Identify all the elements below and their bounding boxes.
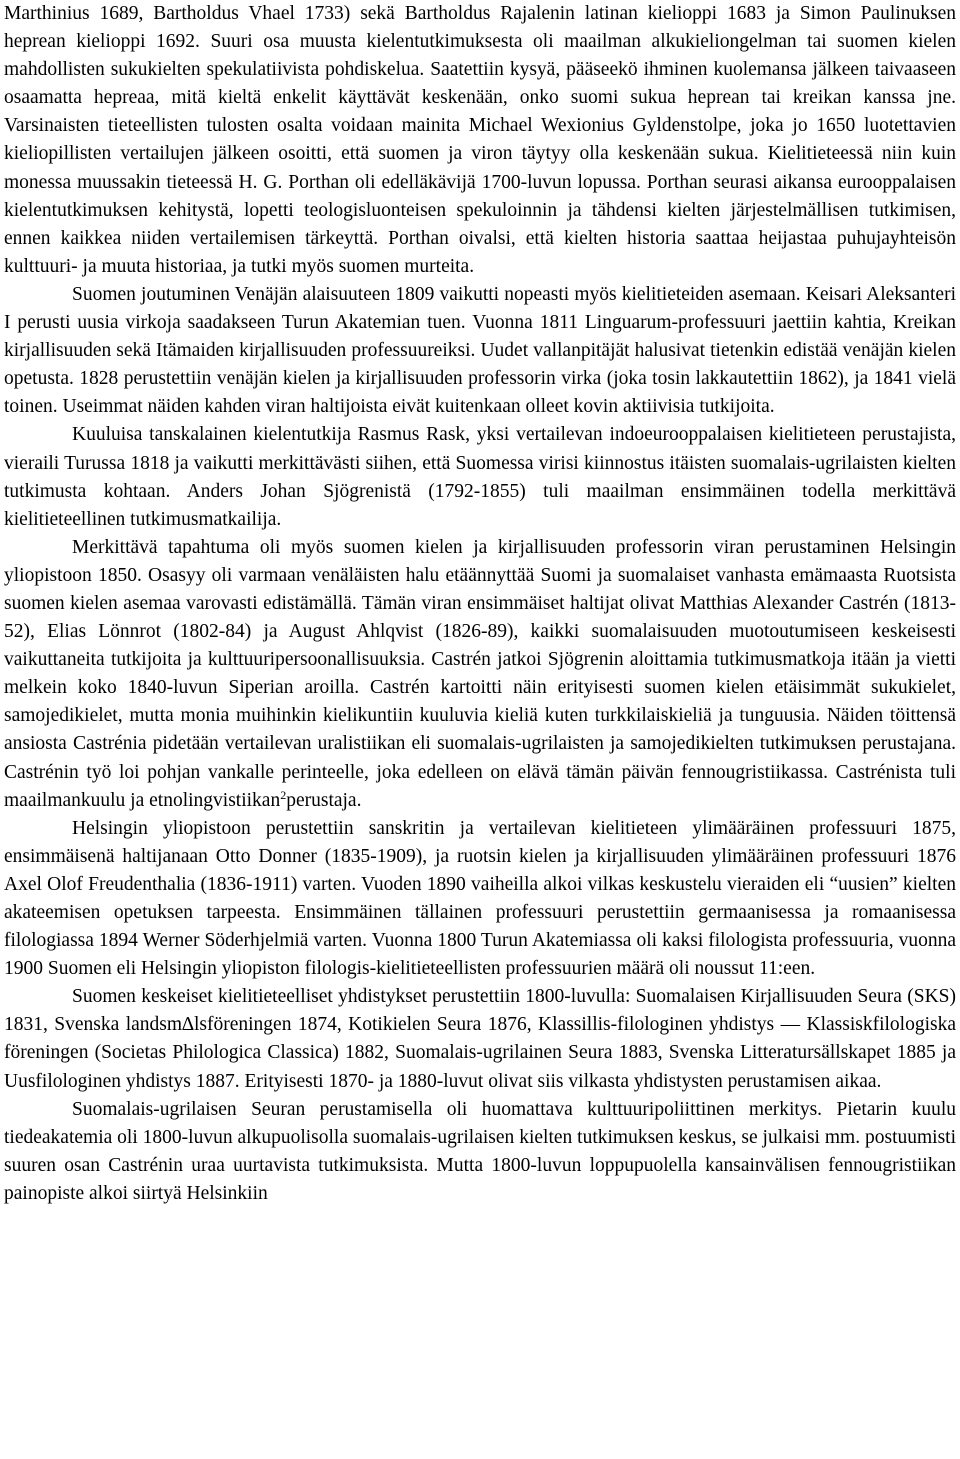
paragraph-text-tail: perustaja.: [286, 789, 362, 811]
footnote-marker: 2: [280, 787, 287, 802]
paragraph: Helsingin yliopistoon perustettiin sanskritin ja vertailevan kielitieteen ylimääräinen professuuri 1875, ensimmäisenä haltijanaan Otto Donner (1835-1909), ja ruotsin kielen ja kirjallisuuden ylimääräinen professuuri 1876 Axel Olof Freudenthalia (1836-1911) varten. Vuoden 1890 vaiheilla alkoi vilkas keskustelu vieraiden eli “uusien” kielten akateemisen opetuksen tarpeesta. Ensimmäinen tällainen professuuri perustettiin germaanisessa ja romaanisessa filologiassa 1894 Werner Söderhjelmiä varten. Vuonna 1800 Turun Akatemiassa oli kaksi filologista professuuria, vuonna 1900 Suomen eli Helsingin yliopiston filologis-kielitieteellisten professuurien määrä oli noussut 11:een.: [4, 817, 956, 980]
paragraph: Suomen joutuminen Venäjän alaisuuteen 1809 vaikutti nopeasti myös kielitieteiden asemaan. Keisari Aleksanteri I perusti uusia virkoja saadakseen Turun Akatemian tuen. Vuonna 1811 Linguarum-professuuri jaettiin kahtia, Kreikan kirjallisuuden sekä Itämaiden kirjallisuuden professuureiksi. Uudet vallanpitäjät halusivat tietenkin edistää venäjän kielen opetusta. 1828 perustettiin venäjän kielen ja kirjallisuuden professorin virka (joka tosin lakkautettiin 1862), ja 1841 vielä toinen. Useimmat näiden kahden viran haltijoista eivät kuitenkaan olleet kovin aktiivisia tutkijoita.: [4, 283, 956, 418]
paragraph-text: Merkittävä tapahtuma oli myös suomen kielen ja kirjallisuuden professorin viran perustaminen Helsingin yliopistoon 1850. Osasyy oli varmaan venäläisten halu etäännyttää Suomi ja suomalaiset vanhasta emämaasta Ruotsista suomen kielen asemaa varovasti edistämällä. Tämän viran ensimmäiset haltijat olivat Matthias Alexander Castrén (1813-52), Elias Lönnrot (1802-84) ja August Ahlqvist (1826-89), kaikki suomalaisuuden muotoutumiseen keskeisesti vaikuttaneita tutkijoita ja kulttuuripersoonallisuuksia. Castrén jatkoi Sjögrenin aloittamia tutkimusmatkoja itään ja vietti melkein koko 1840-luvun Siperian aroilla. Castrén kartoitti näin erityisesti suomen kielen etäisimmät sukukielet, samojedikielet, mutta monia muihinkin kielikuntiin kuuluvia kieliä kuten turkkilaiskieliä ja tunguusia. Näiden töittensä ansiosta Castrénia pidetään vertailevan uralistiikan eli suomalais-ugrilaisten ja samojedikielten tutkimuksen perustajana. Castrénin työ loi pohjan vankalle perinteelle, joka edelleen on elävä tämän päivän fennougristiikassa. Castrénista tuli maailmankuulu ja etnolingvistiikan: [4, 536, 956, 811]
paragraph: Kuuluisa tanskalainen kielentutkija Rasmus Rask, yksi vertailevan indoeurooppalaisen kielitieteen perustajista, vieraili Turussa 1818 ja vaikutti merkittävästi siihen, että Suomessa virisi kiinnostus itäisten suomalais-ugrilaisten kielten tutkimusta kohtaan. Anders Johan Sjögrenistä (1792-1855) tuli maailman ensimmäinen todella merkittävä kielitieteellinen tutkimusmatkailija.: [4, 424, 956, 530]
paragraph: Suomen keskeiset kielitieteelliset yhdistykset perustettiin 1800-luvulla: Suomalaisen Kirjallisuuden Seura (SKS) 1831, Svenska landsm∆lsföreningen 1874, Kotikielen Seura 1876, Klassillis-filologinen yhdistys — Klassiskfilologiska föreningen (Societas Philologica Classica) 1882, Suomalais-ugrilainen Seura 1883, Svenska Litteratursällskapet 1885 ja Uusfilologinen yhdistys 1887. Erityisesti 1870- ja 1880-luvut olivat siis vilkasta yhdistysten perustamisen aikaa.: [4, 986, 956, 1092]
paragraph: Marthinius 1689, Bartholdus Vhael 1733) sekä Bartholdus Rajalenin latinan kielioppi 1683 ja Simon Paulinuksen heprean kielioppi 1692. Suuri osa muusta kielentutkimuksesta oli maailman alkukieliongelman tai suomen kielen mahdollisten sukukielten spekulatiivista pohdiskelua. Saatettiin kysyä, pääseekö ihminen kuolemansa jälkeen taivaaseen osaamatta hepreaa, mitä kieltä enkelit käyttävät keskenään, onko suomi sukua heprean tai kreikan kanssa jne. Varsinaisten tieteellisten tulosten osalta voidaan mainita Michael Wexionius Gyldenstolpe, joka jo 1650 luotettavien kieliopillisten vertailujen jälkeen osoitti, että suomen ja viron täytyy olla keskenään sukua. Kielitieteessä niin kuin monessa muussakin tieteessä H. G. Porthan oli edelläkävijä 1700-luvun lopussa. Porthan seurasi aikansa eurooppalaisen kielentutkimuksen kehitystä, lopetti teologisluonteisen spekuloinnin ja tähdensi kielten järjestelmällisen tutkimisen, ennen kaikkea niiden vertailemisen tärkeyttä. Porthan oivalsi, että kielten historia saattaa heijastaa puhujayhteisön kulttuuri- ja muuta historiaa, ja tutki myös suomen murteita.: [4, 3, 956, 277]
paragraph: [4, 534, 956, 815]
paragraph: Suomalais-ugrilaisen Seuran perustamisella oli huomattava kulttuuripoliittinen merkitys. Pietarin kuulu tiedeakatemia oli 1800-luvun alkupuolisolla suomalais-ugrilaisen kielten tutkimuksen keskus, se julkaisi mm. postuumisti suuren osan Castrénin uraa uurtavista tutkimuksista. Mutta 1800-luvun loppupuolella kansainvälisen fennougristiikan painopiste alkoi siirtyä Helsinkiin: [4, 1098, 956, 1204]
